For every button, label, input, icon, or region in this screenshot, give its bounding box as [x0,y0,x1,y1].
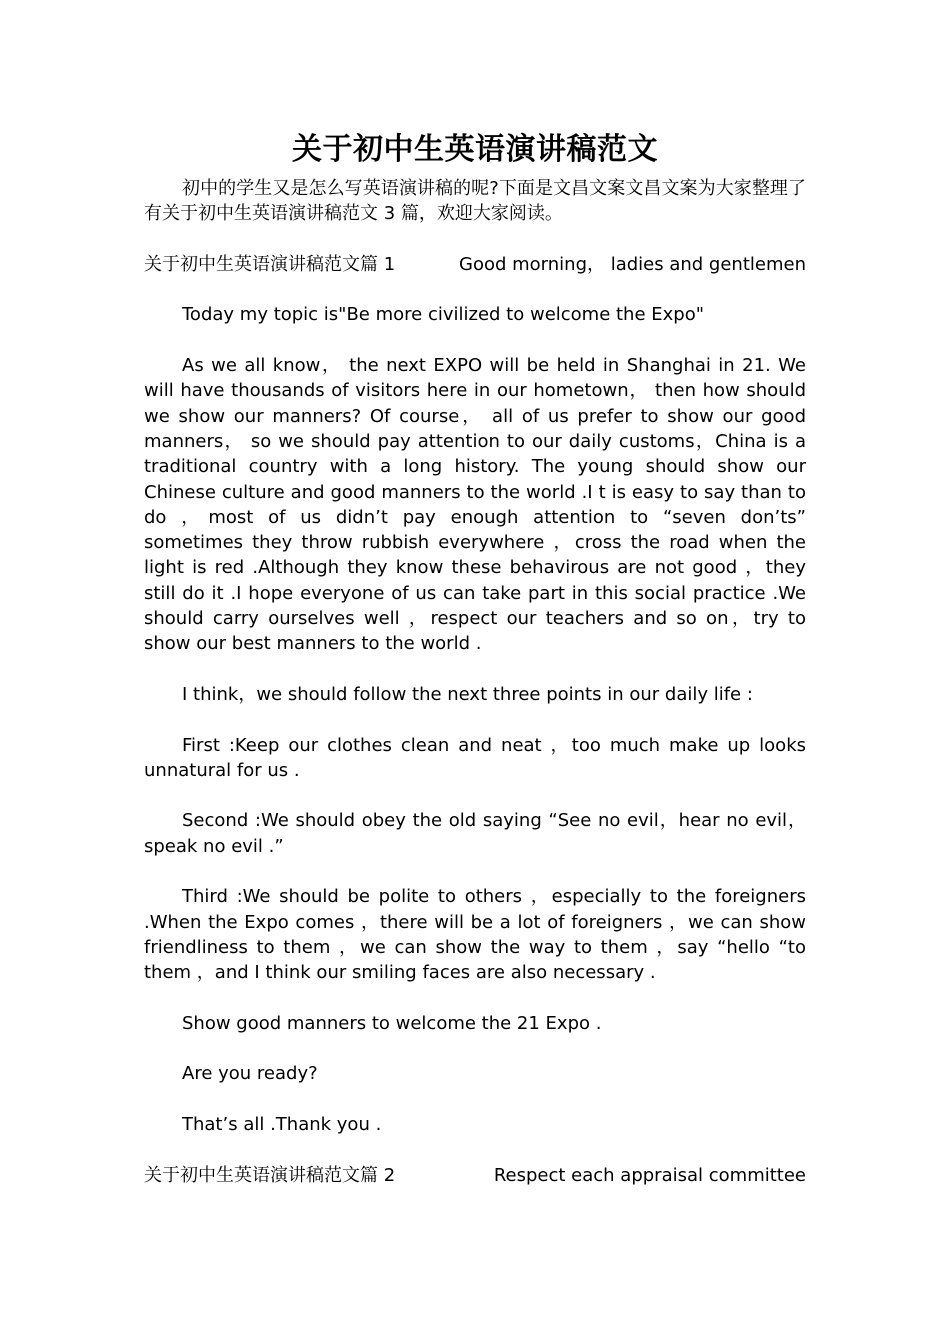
section-1-heading-row [144,252,806,277]
section-2-heading: 关于初中生英语演讲稿范文篇 2 [144,1164,396,1186]
expo-paragraph: As we all know， the next EXPO will be held in Shanghai in 21. We will have thousands of visitors here in our hometown， then how should we show our manners? Of course， all of us prefer to show our good manners， so we should pay attention to our daily customs，China is a traditional country with a long history. The young should show our Chinese culture and good manners to the world .I t is easy to say than to do ，most of us didn’t pay enough attention to “seven don’ts” sometimes they throw rubbish everywhere ，cross the road when the light is red .Although they know these behavirous are not good ，they still do it .I hope everyone of us can take part in this social practice .We should carry ourselves well ，respect our teachers and so on，try to show our best manners to the world . [144,355,806,655]
paragraph-gap [144,1087,806,1112]
paragraph-gap [144,227,806,252]
document-page [144,128,806,1188]
three-points-paragraph: I think，we should follow the next three points in our daily life : [182,683,753,705]
topic-paragraph: Today my topic is"Be more civilized to welcome the Expo" [182,304,705,326]
first-point-paragraph: First :Keep our clothes clean and neat ，too much make up looks unnatural for us . [144,734,806,781]
section-2-heading-row [144,1163,806,1188]
paragraph-gap [144,783,806,808]
good-manners-paragraph: Show good manners to welcome the 21 Expo . [182,1012,602,1034]
paragraph-gap [144,707,806,732]
paragraph-gap [144,328,806,353]
section-1-heading: 关于初中生英语演讲稿范文篇 1 [144,253,396,275]
closing-paragraph: That’s all .Thank you . [182,1113,382,1135]
ready-paragraph: Are you ready? [182,1063,318,1085]
paragraph-gap [144,859,806,884]
section-2-greeting: Respect each appraisal committee [493,1164,806,1186]
paragraph-gap [144,1036,806,1061]
paragraph-gap [144,1137,806,1162]
section-1-greeting: Good morning， ladies and gentlemen [459,253,806,275]
third-point-paragraph: Third :We should be polite to others ，especially to the foreigners .When the Expo comes ，there will be a lot of foreigners ，we can show friendliness to them ，we can show the way to them ，say “hello “to them ，and I think our smiling faces are also necessary . [144,886,806,984]
paragraph-gap [144,657,806,682]
paragraph-gap [144,986,806,1011]
document-title: 关于初中生英语演讲稿范文 [292,132,658,167]
second-point-paragraph: Second :We should obey the old saying “See no evil，hear no evil，speak no evil .” [144,810,806,857]
paragraph-gap [144,277,806,302]
intro-paragraph: 初中的学生又是怎么写英语演讲稿的呢?下面是文昌文案文昌文案为大家整理了有关于初中生英语演讲稿范文 3 篇，欢迎大家阅读。 [144,178,806,225]
